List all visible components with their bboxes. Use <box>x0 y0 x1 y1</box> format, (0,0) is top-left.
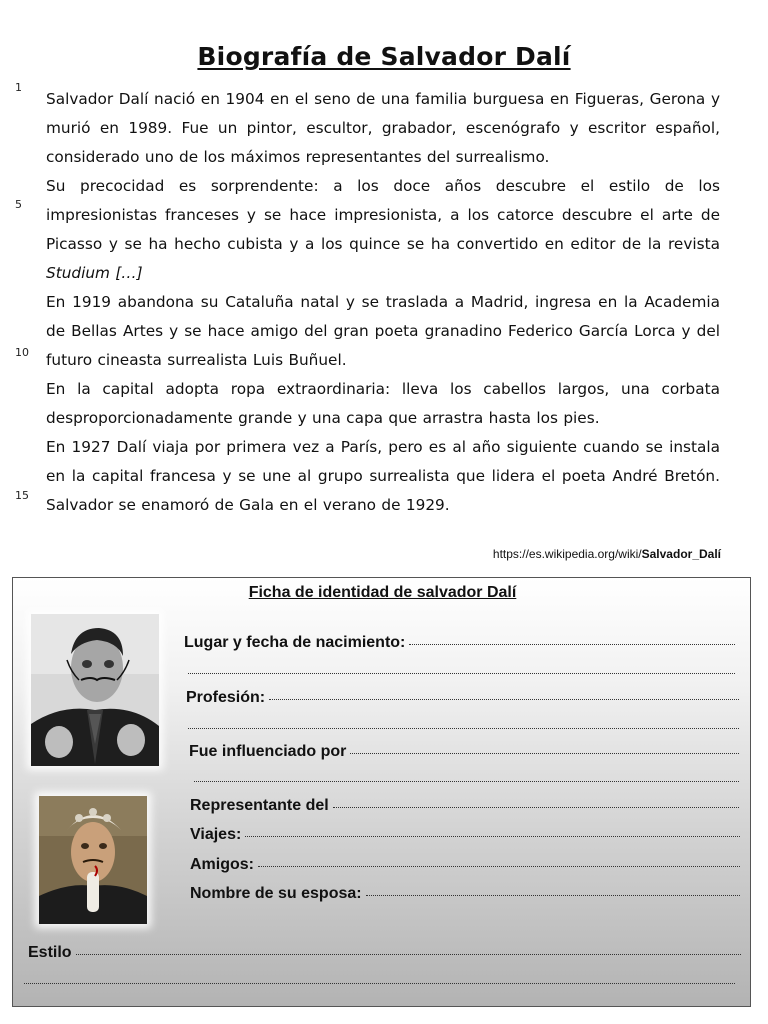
dali-portrait-photo <box>31 614 159 766</box>
influenced-dotted-line <box>350 752 739 754</box>
page-title: Biografía de Salvador Dalí <box>197 42 571 71</box>
paragraph-capital: En la capital adopta ropa extraordinaria: lleva los cabellos largos, una corbata desproporcionadamente grande y una capa que arrastra hasta los pies. <box>46 380 720 427</box>
card-title: Ficha de identidad de salvador Dalí <box>248 584 517 601</box>
line-number-15: 15 <box>15 489 29 502</box>
friends-label: Amigos: <box>190 856 254 873</box>
travels-label: Viajes: <box>190 826 242 843</box>
paragraph-madrid: En 1919 abandona su Cataluña natal y se traslada a Madrid, ingresa en la Academia de Bellas Artes y se hace amigo del gran poeta granadino Federico García Lorca y del futuro cineasta surrealista Luis Buñuel. <box>46 293 720 369</box>
style-dotted-line-2[interactable] <box>24 983 735 984</box>
profession-dotted-line-2[interactable] <box>188 728 739 729</box>
representative-label: Representante del <box>190 797 329 814</box>
travels-dotted-line <box>245 835 740 837</box>
birth-field[interactable] <box>184 634 735 652</box>
style-dotted-line <box>76 953 741 955</box>
identity-card <box>12 577 751 1007</box>
dali-costume-photo <box>39 796 147 924</box>
travels-field[interactable] <box>190 826 740 844</box>
representative-dotted-line <box>333 806 739 808</box>
source-url-page: Salvador_Dalí <box>641 547 721 561</box>
influenced-dotted-line-2[interactable] <box>194 781 739 782</box>
profession-label: Profesión: <box>186 689 266 706</box>
line-number-5: 5 <box>15 198 22 211</box>
representative-field[interactable] <box>190 797 739 815</box>
paragraph-birth: Salvador Dalí nació en 1904 en el seno de una familia burguesa en Figueras, Gerona y murió en 1989. Fue un pintor, escultor, grabador, escenógrafo y escritor español, considerado uno de los máximos representantes del surrealismo. <box>46 90 720 166</box>
wife-label: Nombre de su esposa: <box>190 885 362 902</box>
birth-dotted-line <box>409 643 735 645</box>
friends-dotted-line <box>258 865 740 867</box>
style-label: Estilo <box>28 944 72 961</box>
line-number-10: 10 <box>15 346 29 359</box>
birth-label: Lugar y fecha de nacimiento: <box>184 634 406 651</box>
style-field[interactable] <box>28 944 741 962</box>
biography-text <box>46 85 720 520</box>
wife-field[interactable] <box>190 885 740 903</box>
paragraph-precocity <box>46 172 720 288</box>
source-link[interactable] <box>493 547 721 561</box>
paragraph-paris: En 1927 Dalí viaja por primera vez a París, pero es al año siguiente cuando se instala en la capital francesa y se une al grupo surrealista que lidera el poeta André Bretón. Salvador se enamoró de Gala en el verano de 1929. <box>46 438 720 514</box>
wife-dotted-line <box>366 894 740 896</box>
profession-dotted-line <box>269 698 739 700</box>
influenced-label: Fue influenciado por <box>189 743 347 760</box>
friends-field[interactable] <box>190 856 740 874</box>
line-number-1: 1 <box>15 81 22 94</box>
influenced-field[interactable] <box>189 743 739 761</box>
profession-field[interactable] <box>186 689 739 707</box>
birth-dotted-line-2[interactable] <box>188 673 735 674</box>
source-url-prefix: https://es.wikipedia.org/wiki/ <box>492 547 642 561</box>
paragraph-precocity-text: Su precocidad es sorprendente: a los doce años descubre el estilo de los impresionistas franceses y se hace impresionista, a los catorce descubre el arte de Picasso y se ha hecho cubista y a los quince se ha convertido en editor de la revista <box>46 177 720 253</box>
magazine-name: Studium […] <box>46 264 143 282</box>
